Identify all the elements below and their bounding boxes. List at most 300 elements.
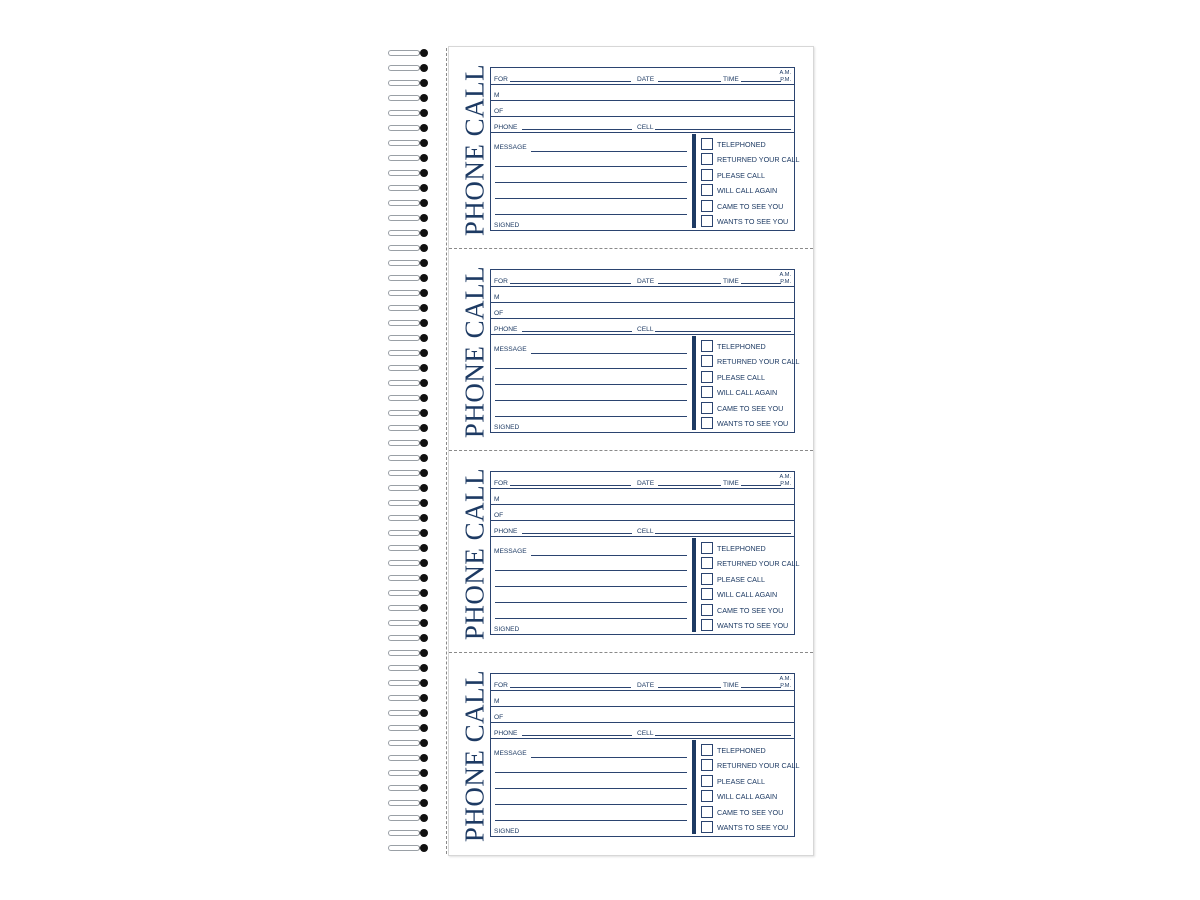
message-form	[490, 471, 800, 635]
of-row[interactable]	[491, 707, 794, 723]
checkbox[interactable]	[701, 744, 713, 756]
binding-hole	[420, 349, 428, 357]
checkbox-option[interactable]	[700, 417, 794, 431]
checkbox[interactable]	[701, 557, 713, 569]
binding-hole	[420, 64, 428, 72]
spiral-coil	[388, 138, 428, 148]
spiral-coil	[388, 288, 428, 298]
checkbox-label: WANTS TO SEE YOU	[717, 419, 789, 428]
message-form	[490, 673, 800, 837]
checkbox-option[interactable]	[700, 386, 794, 400]
checkbox[interactable]	[701, 340, 713, 352]
binding-hole	[420, 619, 428, 627]
checkbox-label: RETURNED YOUR CALL	[717, 357, 800, 367]
coil-wire	[388, 425, 420, 431]
m-row[interactable]	[491, 489, 794, 505]
spiral-coil	[388, 333, 428, 343]
cell-field[interactable]	[655, 533, 791, 534]
checkbox[interactable]	[701, 215, 713, 227]
coil-wire	[388, 125, 420, 131]
for-label: FOR	[494, 278, 508, 285]
checkbox[interactable]	[701, 402, 713, 414]
binding-hole	[420, 79, 428, 87]
coil-wire	[388, 545, 420, 551]
spiral-coil	[388, 513, 428, 523]
binding-hole	[420, 124, 428, 132]
for-field[interactable]	[510, 485, 631, 486]
checkbox-option[interactable]	[700, 619, 794, 633]
date-field[interactable]	[658, 81, 721, 82]
coil-wire	[388, 800, 420, 806]
checkbox[interactable]	[701, 821, 713, 833]
date-field[interactable]	[658, 283, 721, 284]
checkbox-label: RETURNED YOUR CALL	[717, 559, 800, 569]
binding-hole	[420, 439, 428, 447]
coil-wire	[388, 50, 420, 56]
pm-label: P.M.	[780, 278, 791, 285]
phone-field[interactable]	[522, 735, 632, 736]
spiral-coil	[388, 468, 428, 478]
phone-label: PHONE	[494, 124, 518, 131]
for-date-time-row	[491, 674, 794, 691]
coil-wire	[388, 230, 420, 236]
checkbox-option[interactable]	[700, 588, 794, 602]
checkbox[interactable]	[701, 153, 713, 165]
binding-hole	[420, 274, 428, 282]
pm-label: P.M.	[780, 76, 791, 83]
message-line[interactable]	[495, 368, 687, 369]
checkbox-label: PLEASE CALL	[717, 574, 765, 584]
spiral-coil	[388, 438, 428, 448]
checkbox[interactable]	[701, 200, 713, 212]
for-date-time-row	[491, 68, 794, 85]
checkbox-label: CAME TO SEE YOU	[717, 605, 784, 615]
checkbox[interactable]	[701, 588, 713, 600]
for-label: FOR	[494, 480, 508, 487]
time-field[interactable]	[741, 687, 781, 688]
spiral-coil	[388, 498, 428, 508]
of-row[interactable]	[491, 303, 794, 319]
coil-wire	[388, 260, 420, 266]
phone-message-book	[384, 44, 814, 856]
binding-hole	[420, 799, 428, 807]
coil-wire	[388, 740, 420, 746]
spiral-coil	[388, 558, 428, 568]
binding-hole	[420, 319, 428, 327]
message-line[interactable]	[495, 416, 687, 417]
checkbox[interactable]	[701, 542, 713, 554]
message-label: MESSAGE	[494, 346, 527, 353]
spiral-coil	[388, 348, 428, 358]
spiral-coil	[388, 633, 428, 643]
binding-hole	[420, 484, 428, 492]
signed-label: SIGNED	[494, 222, 520, 229]
spiral-coil	[388, 258, 428, 268]
spiral-coil	[388, 198, 428, 208]
checkbox-option[interactable]	[700, 806, 794, 820]
checkbox[interactable]	[701, 386, 713, 398]
checkbox-label: CAME TO SEE YOU	[717, 403, 784, 413]
binding-hole	[420, 589, 428, 597]
date-field[interactable]	[658, 485, 721, 486]
coil-wire	[388, 185, 420, 191]
binding-hole	[420, 709, 428, 717]
am-label: A.M.	[779, 70, 791, 76]
phone-field[interactable]	[522, 129, 632, 130]
binding-hole	[420, 94, 428, 102]
checkbox-label: WILL CALL AGAIN	[717, 590, 778, 600]
checkbox-option[interactable]	[700, 790, 794, 804]
checklist-divider	[692, 740, 696, 834]
vertical-perforation	[446, 48, 447, 854]
checkbox[interactable]	[701, 759, 713, 771]
checkbox-label: WANTS TO SEE YOU	[717, 217, 789, 226]
time-field[interactable]	[741, 81, 781, 82]
message-line[interactable]	[495, 570, 687, 571]
m-row[interactable]	[491, 85, 794, 101]
phone-label: PHONE	[494, 326, 518, 333]
coil-wire	[388, 65, 420, 71]
slip-title-area	[455, 63, 495, 237]
spiral-coil	[388, 213, 428, 223]
message-form	[490, 67, 800, 231]
binding-hole	[420, 214, 428, 222]
checklist-divider	[692, 336, 696, 430]
signed-label: SIGNED	[494, 626, 520, 633]
spiral-coil	[388, 48, 428, 58]
cell-field[interactable]	[655, 735, 791, 736]
binding-hole	[420, 139, 428, 147]
for-date-time-row	[491, 270, 794, 287]
binding-hole	[420, 454, 428, 462]
checkbox-option[interactable]	[700, 402, 794, 416]
binding-hole	[420, 49, 428, 57]
spiral-coil	[388, 453, 428, 463]
coil-wire	[388, 170, 420, 176]
checkbox-label: WILL CALL AGAIN	[717, 186, 778, 196]
binding-hole	[420, 424, 428, 432]
phone-field[interactable]	[522, 331, 632, 332]
coil-wire	[388, 695, 420, 701]
pm-label: P.M.	[780, 480, 791, 487]
coil-wire	[388, 245, 420, 251]
checkbox-option[interactable]	[700, 759, 800, 773]
message-label: MESSAGE	[494, 144, 527, 151]
coil-wire	[388, 350, 420, 356]
pm-label: P.M.	[780, 682, 791, 689]
checkbox-option[interactable]	[700, 153, 800, 167]
spiral-coil	[388, 168, 428, 178]
message-label: MESSAGE	[494, 548, 527, 555]
cell-field[interactable]	[655, 331, 791, 332]
binding-hole	[420, 169, 428, 177]
binding-hole	[420, 649, 428, 657]
coil-wire	[388, 200, 420, 206]
message-line[interactable]	[531, 757, 687, 758]
checkbox-option[interactable]	[700, 340, 794, 354]
checkbox-label: TELEPHONED	[717, 342, 766, 351]
binding-hole	[420, 289, 428, 297]
spiral-coil	[388, 813, 428, 823]
for-label: FOR	[494, 76, 508, 83]
checkbox-option[interactable]	[700, 184, 794, 198]
for-field[interactable]	[510, 283, 631, 284]
checkbox[interactable]	[701, 806, 713, 818]
of-row[interactable]	[491, 505, 794, 521]
binding-hole	[420, 469, 428, 477]
spiral-coil	[388, 93, 428, 103]
binding-hole	[420, 334, 428, 342]
spiral-coil	[388, 63, 428, 73]
coil-wire	[388, 560, 420, 566]
checkbox-label: WILL CALL AGAIN	[717, 388, 778, 398]
checkbox[interactable]	[701, 790, 713, 802]
spiral-coil	[388, 663, 428, 673]
date-label: DATE	[637, 278, 655, 285]
binding-hole	[420, 409, 428, 417]
binding-hole	[420, 514, 428, 522]
checkbox-label: WILL CALL AGAIN	[717, 792, 778, 802]
cell-label: CELL	[637, 326, 654, 333]
checkbox[interactable]	[701, 573, 713, 585]
message-form	[490, 269, 800, 433]
coil-wire	[388, 440, 420, 446]
spiral-coil	[388, 393, 428, 403]
coil-wire	[388, 590, 420, 596]
message-line[interactable]	[495, 214, 687, 215]
message-line[interactable]	[495, 166, 687, 167]
checkbox-option[interactable]	[700, 744, 794, 758]
of-label: OF	[494, 512, 504, 519]
binding-hole	[420, 664, 428, 672]
cell-label: CELL	[637, 730, 654, 737]
spiral-coil	[388, 78, 428, 88]
coil-wire	[388, 575, 420, 581]
checkbox-option[interactable]	[700, 557, 800, 571]
slip-title: PHONE CALL	[459, 669, 490, 843]
cell-field[interactable]	[655, 129, 791, 130]
message-line[interactable]	[495, 182, 687, 183]
spiral-coil	[388, 708, 428, 718]
binding-hole	[420, 844, 428, 852]
slip-title: PHONE CALL	[459, 467, 490, 641]
message-line[interactable]	[531, 151, 687, 152]
checkbox[interactable]	[701, 355, 713, 367]
spiral-coil	[388, 753, 428, 763]
coil-wire	[388, 275, 420, 281]
coil-wire	[388, 110, 420, 116]
phone-label: PHONE	[494, 528, 518, 535]
spiral-coil	[388, 603, 428, 613]
binding-hole	[420, 304, 428, 312]
coil-wire	[388, 500, 420, 506]
spiral-binding	[384, 44, 446, 856]
checkbox-option[interactable]	[700, 138, 794, 152]
binding-hole	[420, 769, 428, 777]
coil-wire	[388, 845, 420, 851]
spiral-coil	[388, 678, 428, 688]
time-field[interactable]	[741, 283, 781, 284]
spiral-coil	[388, 423, 428, 433]
checkbox-option[interactable]	[700, 169, 794, 183]
message-line[interactable]	[495, 602, 687, 603]
checkbox-label: PLEASE CALL	[717, 170, 765, 180]
checkbox-option[interactable]	[700, 821, 794, 835]
message-line[interactable]	[495, 772, 687, 773]
checkbox-option[interactable]	[700, 604, 794, 618]
spiral-coil	[388, 828, 428, 838]
coil-wire	[388, 815, 420, 821]
spiral-coil	[388, 378, 428, 388]
checkbox-option[interactable]	[700, 215, 794, 229]
signed-label: SIGNED	[494, 828, 520, 835]
spiral-coil	[388, 483, 428, 493]
coil-wire	[388, 335, 420, 341]
spiral-coil	[388, 303, 428, 313]
binding-hole	[420, 364, 428, 372]
for-label: FOR	[494, 682, 508, 689]
spiral-coil	[388, 543, 428, 553]
date-label: DATE	[637, 480, 655, 487]
checkbox[interactable]	[701, 371, 713, 383]
coil-wire	[388, 470, 420, 476]
slip-title: PHONE CALL	[459, 63, 490, 237]
binding-hole	[420, 184, 428, 192]
checkbox[interactable]	[701, 169, 713, 181]
spiral-coil	[388, 618, 428, 628]
time-field[interactable]	[741, 485, 781, 486]
binding-hole	[420, 814, 428, 822]
message-line[interactable]	[495, 618, 687, 619]
of-row[interactable]	[491, 101, 794, 117]
checkbox[interactable]	[701, 417, 713, 429]
message-line[interactable]	[495, 820, 687, 821]
binding-hole	[420, 199, 428, 207]
coil-wire	[388, 380, 420, 386]
coil-wire	[388, 620, 420, 626]
spiral-coil	[388, 273, 428, 283]
checkbox[interactable]	[701, 604, 713, 616]
time-label: TIME	[723, 480, 739, 487]
checkbox[interactable]	[701, 138, 713, 150]
coil-wire	[388, 710, 420, 716]
message-label: MESSAGE	[494, 750, 527, 757]
coil-wire	[388, 140, 420, 146]
date-field[interactable]	[658, 687, 721, 688]
checkbox-option[interactable]	[700, 542, 794, 556]
am-pm-indicator	[780, 272, 792, 285]
binding-hole	[420, 529, 428, 537]
message-page	[448, 46, 814, 856]
checkbox-option[interactable]	[700, 200, 794, 214]
message-line[interactable]	[495, 400, 687, 401]
spiral-coil	[388, 588, 428, 598]
am-pm-indicator	[780, 70, 792, 83]
checkbox-label: CAME TO SEE YOU	[717, 201, 784, 211]
coil-wire	[388, 515, 420, 521]
checkbox-option[interactable]	[700, 775, 794, 789]
coil-wire	[388, 725, 420, 731]
coil-wire	[388, 395, 420, 401]
m-row[interactable]	[491, 287, 794, 303]
slip-title-area	[455, 265, 495, 439]
coil-wire	[388, 365, 420, 371]
message-line[interactable]	[495, 804, 687, 805]
coil-wire	[388, 635, 420, 641]
checklist-divider	[692, 538, 696, 632]
checkbox-label: RETURNED YOUR CALL	[717, 761, 800, 771]
message-line[interactable]	[531, 353, 687, 354]
message-line[interactable]	[531, 555, 687, 556]
m-row[interactable]	[491, 691, 794, 707]
am-label: A.M.	[779, 272, 791, 278]
coil-wire	[388, 80, 420, 86]
checkbox-label: WANTS TO SEE YOU	[717, 823, 789, 832]
phone-field[interactable]	[522, 533, 632, 534]
coil-wire	[388, 305, 420, 311]
spiral-coil	[388, 318, 428, 328]
binding-hole	[420, 259, 428, 267]
coil-wire	[388, 650, 420, 656]
phone-cell-row	[491, 319, 794, 335]
checkbox-label: RETURNED YOUR CALL	[717, 155, 800, 165]
time-label: TIME	[723, 76, 739, 83]
date-label: DATE	[637, 76, 655, 83]
checkbox[interactable]	[701, 184, 713, 196]
am-pm-indicator	[780, 474, 792, 487]
date-label: DATE	[637, 682, 655, 689]
binding-hole	[420, 694, 428, 702]
coil-wire	[388, 680, 420, 686]
checkbox-option[interactable]	[700, 355, 800, 369]
for-field[interactable]	[510, 687, 631, 688]
checkbox[interactable]	[701, 619, 713, 631]
of-label: OF	[494, 108, 504, 115]
message-slip	[449, 47, 813, 249]
message-line[interactable]	[495, 198, 687, 199]
message-line[interactable]	[495, 586, 687, 587]
message-slip	[449, 451, 813, 653]
coil-wire	[388, 455, 420, 461]
spiral-coil	[388, 738, 428, 748]
message-line[interactable]	[495, 788, 687, 789]
coil-wire	[388, 530, 420, 536]
spiral-coil	[388, 123, 428, 133]
phone-cell-row	[491, 117, 794, 133]
slip-title: PHONE CALL	[459, 265, 490, 439]
signed-label: SIGNED	[494, 424, 520, 431]
checkbox-option[interactable]	[700, 371, 794, 385]
spiral-coil	[388, 573, 428, 583]
message-slip	[449, 653, 813, 855]
slip-title-area	[455, 467, 495, 641]
binding-hole	[420, 244, 428, 252]
binding-hole	[420, 544, 428, 552]
coil-wire	[388, 155, 420, 161]
checkbox-label: TELEPHONED	[717, 746, 766, 755]
coil-wire	[388, 290, 420, 296]
checkbox-option[interactable]	[700, 573, 794, 587]
coil-wire	[388, 95, 420, 101]
checkbox[interactable]	[701, 775, 713, 787]
binding-hole	[420, 784, 428, 792]
for-field[interactable]	[510, 81, 631, 82]
time-label: TIME	[723, 278, 739, 285]
binding-hole	[420, 559, 428, 567]
spiral-coil	[388, 528, 428, 538]
message-line[interactable]	[495, 384, 687, 385]
cell-label: CELL	[637, 124, 654, 131]
